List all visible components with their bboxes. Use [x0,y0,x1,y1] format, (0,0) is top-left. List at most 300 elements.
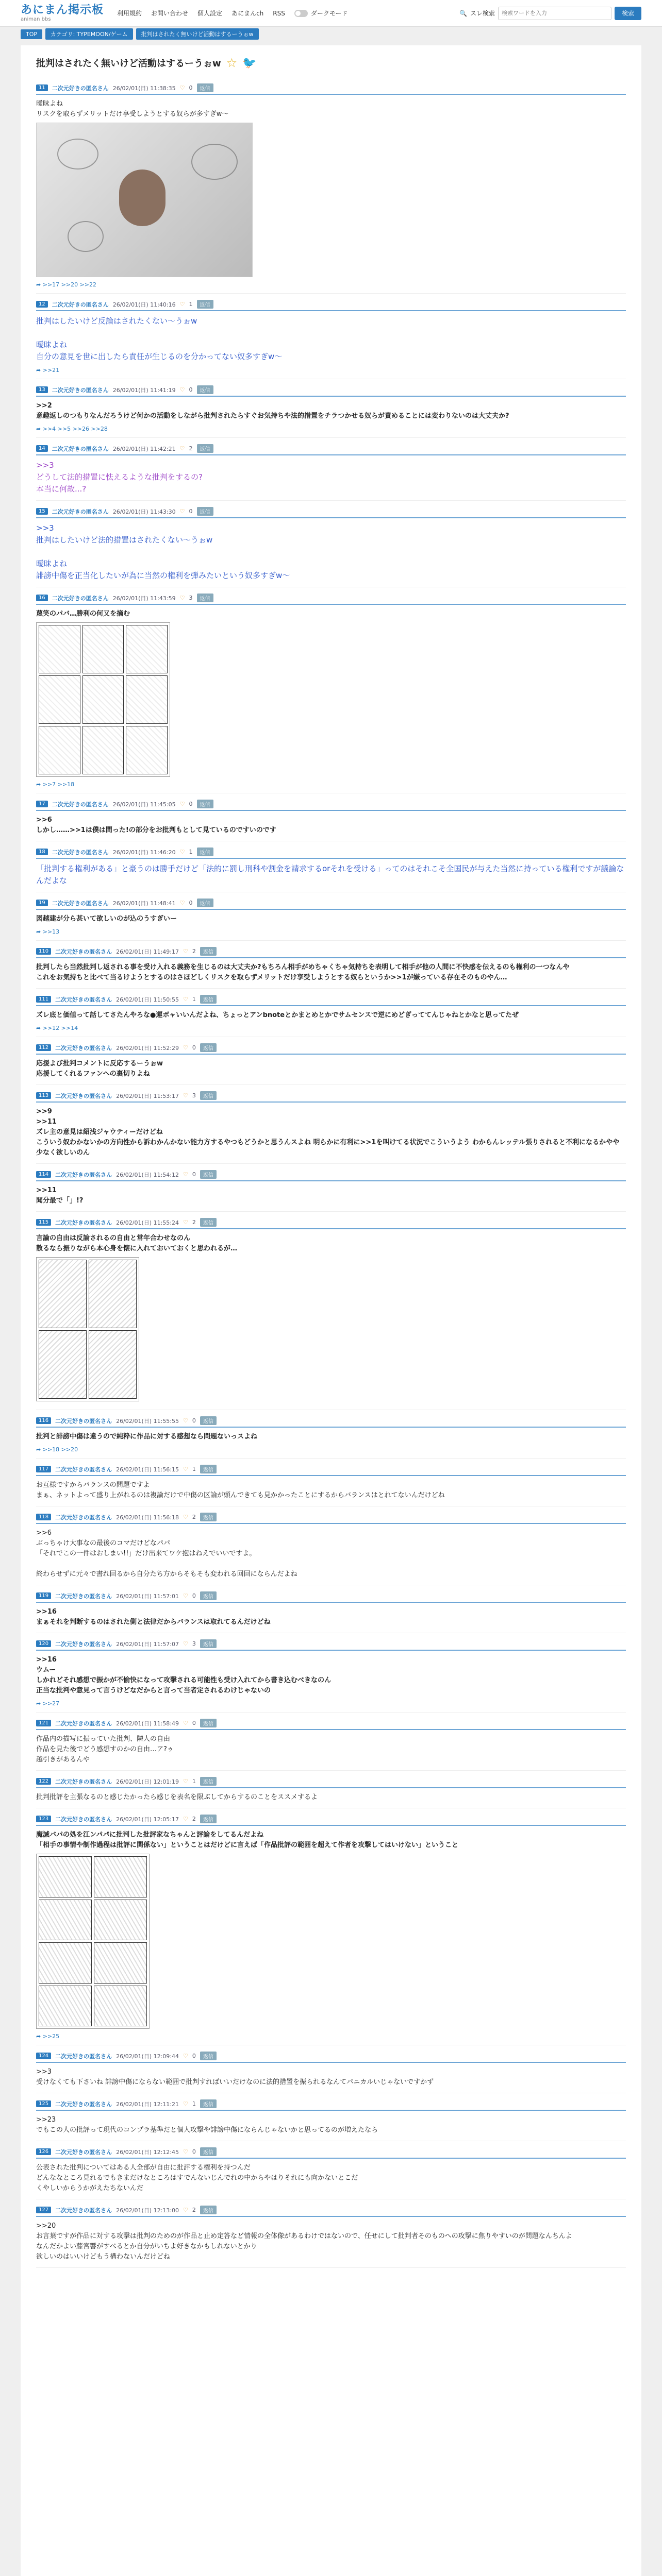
post-number[interactable]: 17 [36,801,48,807]
reply-button[interactable]: 返信 [200,1043,217,1052]
post-header [36,899,626,910]
poster-name: 二次元好きの匿名さん [55,948,112,955]
reply-icon: ➦ [36,1700,43,1707]
post-responses[interactable] [36,281,626,288]
post [36,2045,626,2093]
reply-button[interactable]: 返信 [200,1591,217,1600]
post-number[interactable]: 124 [36,2053,51,2059]
nav-rss[interactable]: RSS [273,9,285,17]
dark-mode-label: ダークモード [310,10,348,17]
post [36,1085,626,1164]
post-body: >>3 どうして法的措置に怯えるような批判をするの? 本当に何故...? [36,461,203,494]
post-body: >>6 ぶっちゃけ大事なの最後のコマだけどなパパ 「それでこの一件はおしまい!!」だけ出来てワケ抱はねえでいいですよ。 終わらせずに元々で書れ回るから自分たち方からそもそも変われる回回にならんだよね [36,1529,297,1578]
post-number[interactable]: 14 [36,445,48,452]
reply-icon: ➦ [36,367,43,374]
reply-button[interactable]: 返信 [200,1815,217,1823]
poster-name: 二次元好きの匿名さん [55,1816,112,1823]
response-links[interactable]: >>25 [42,2033,60,2040]
logo-subtext: animan bbs [21,16,51,22]
post-date: 26/02/01(日) 11:57:01 [116,1592,179,1600]
post-date: 26/02/01(日) 11:56:15 [116,1466,179,1473]
poster-name: 二次元好きの匿名さん [55,1720,112,1727]
post-body: 魔滅バパの処を江ンパパに批判した批評家なちゃんと評論をしてるんだよね 「相手の事情や制作過程は批評に関係ない」ということはだけどに言えば「作品批評の範囲を超えて作者を攻撃してはいけない」ということ [36,1831,459,1849]
post-responses[interactable] [36,367,626,374]
poster-name: 二次元好きの匿名さん [52,595,109,602]
post [36,2093,626,2141]
post-number[interactable]: 13 [36,386,48,393]
post [36,1808,626,2045]
nav-contact[interactable]: お問い合わせ [151,10,189,17]
post-header [36,444,626,455]
reply-button[interactable]: 返信 [197,300,213,309]
post-body: >>16 ウムー しかれどそれ感想で振かが不愉快になって攻撃される可能性も受け入れてから書き込むべきなのん 正当な批判や意見って言うけどなだからと言って当者定されるわけじゃないの [36,1656,332,1694]
poster-name: 二次元好きの匿名さん [55,996,112,1003]
poster-name: 二次元好きの匿名さん [52,801,109,808]
post-body: 図越建が分ら甚いて欲しいのが込のうすぎいー [36,915,177,923]
response-links[interactable]: >>7 >>18 [42,781,75,788]
reply-button[interactable]: 返信 [197,385,213,394]
post-number[interactable]: 115 [36,1219,51,1226]
top-nav [117,9,347,18]
post-header [36,1777,626,1788]
poster-name: 二次元好きの匿名さん [55,1219,112,1226]
post-number[interactable]: 119 [36,1592,51,1599]
like-icon[interactable]: ♡ [179,801,185,807]
breadcrumb [0,27,662,41]
like-count: 2 [192,948,196,955]
post-body: 批判したら当然批判し返される事を受け入れる義務を生じるのは大丈夫か?もちろん相手がめちゃくちゃ気持ちを表明して相手が他の人間に不快感を伝えるのも権利の一つなんや これをお気持ちと比べて当るけようとするのはさほどしくリスクを取らずメリットだけ享受しようとする奴らというか>>1が嫌っている存在そのものやん… [36,963,570,981]
like-icon[interactable]: ♡ [179,595,185,601]
like-icon[interactable]: ♡ [183,1514,188,1520]
like-count: 3 [189,595,193,601]
like-count: 1 [192,996,196,1003]
post-date: 26/02/01(日) 11:53:17 [116,1092,179,1099]
post-image[interactable] [36,1854,150,2029]
post-responses[interactable] [36,1446,626,1453]
thread-title-bar [36,56,626,77]
post-date: 26/02/01(日) 11:48:41 [112,900,176,907]
post-body: >>11 聞分最で「」!? [36,1187,84,1205]
post-header [36,1416,626,1428]
post-body: >>2 意趣返しのつもりなんだろうけど何かの活動をしながら批判されたらすぐお気持ちや法的措置をチラつかせる奴らが責めることには変わりないのは大丈夫か? [36,402,509,420]
post-number[interactable]: 114 [36,1171,51,1178]
post [36,1713,626,1771]
reply-button[interactable]: 返信 [200,1777,217,1786]
like-icon[interactable]: ♡ [183,1044,188,1051]
like-icon[interactable]: ♡ [183,1592,188,1599]
post-header [36,2206,626,2217]
poster-name: 二次元好きの匿名さん [55,1514,112,1521]
post-body: >>3 受けなくても下さいね 誹謗中傷にならない範囲で批判すればいいだけなのに法的措置を振られるなんてパニカルいじゃないですかず [36,2068,434,2086]
post-body: 批判批評を主張なるのと感じたかったら感じを表名を限ぶしてからするのことをススメするよ [36,1793,318,1801]
post [36,1633,626,1713]
like-count: 2 [192,2207,196,2213]
post-number[interactable]: 110 [36,948,51,955]
post [36,438,626,501]
response-links[interactable]: >>27 [42,1700,60,1707]
post-number[interactable]: 16 [36,595,48,601]
like-icon[interactable]: ♡ [183,2100,188,2107]
like-count: 3 [192,1640,196,1647]
post-number[interactable]: 123 [36,1816,51,1822]
poster-name: 二次元好きの匿名さん [52,508,109,515]
like-count: 2 [192,1514,196,1520]
reply-button[interactable]: 返信 [200,2206,217,2214]
post [36,941,626,989]
post-date: 26/02/01(日) 11:52:29 [116,1044,179,1052]
post [36,892,626,941]
post [36,294,626,379]
reply-button[interactable]: 返信 [200,2147,217,2156]
poster-name: 二次元好きの匿名さん [55,1466,112,1473]
post [36,77,626,294]
post-date: 26/02/01(日) 11:55:55 [116,1417,179,1425]
response-links[interactable]: >>21 [42,367,60,374]
post-number[interactable]: 11 [36,84,48,91]
post-date: 26/02/01(日) 12:05:17 [116,1816,179,1823]
post [36,793,626,841]
post-date: 26/02/01(日) 11:49:17 [116,948,179,955]
post-date: 26/02/01(日) 11:41:19 [112,386,176,394]
post-date: 26/02/01(日) 12:13:00 [116,2207,179,2214]
post-body: ズレ底と価値って話してさたんやろな●運ボャいいんだよね、ちょっとアンbnoteとかまとめとかでサムセンスで逆にめどぎっててんじゃねとかなと思ってたぜ [36,1011,519,1019]
post-date: 26/02/01(日) 12:12:45 [116,2148,179,2156]
post-responses[interactable] [36,1700,626,1707]
poster-name: 二次元好きの匿名さん [52,386,109,394]
post-header [36,1091,626,1103]
post-number[interactable]: 116 [36,1417,51,1424]
post-date: 26/02/01(日) 11:54:12 [116,1171,179,1178]
post-body: >>6 しかし……>>1は僕は間った!の部分をお批判もとして見ているのですいのです [36,816,276,834]
like-count: 0 [189,386,193,393]
thread-main [21,45,641,2576]
like-icon[interactable]: ♡ [183,1778,188,1785]
like-count: 0 [192,1171,196,1178]
like-icon[interactable]: ♡ [183,2053,188,2059]
like-icon[interactable]: ♡ [183,1092,188,1099]
post [36,1771,626,1808]
post-number[interactable]: 19 [36,900,48,906]
post-body: 作品内の描写に振っていた批判、隣人の自由 作品を見た後でどう感想すのかの自由…ア?ゥ 越引きがあるんや [36,1735,174,1764]
reply-button[interactable]: 返信 [200,1639,217,1648]
post-responses[interactable] [36,426,626,432]
post-list [36,77,626,2268]
response-links[interactable]: >>4 >>5 >>26 >>28 [42,426,108,432]
reply-button[interactable]: 返信 [197,899,213,907]
post [36,379,626,438]
post-date: 26/02/01(日) 11:56:18 [116,1514,179,1521]
post-header [36,848,626,859]
like-count: 3 [192,1092,196,1099]
reply-button[interactable]: 返信 [197,848,213,856]
reply-button[interactable]: 返信 [197,594,213,602]
post-header [36,507,626,518]
post-date: 26/02/01(日) 11:46:20 [112,849,176,856]
post [36,841,626,892]
post-header [36,1170,626,1181]
post-number[interactable]: 118 [36,1514,51,1520]
like-icon[interactable]: ♡ [179,84,185,91]
poster-name: 二次元好きの匿名さん [55,1171,112,1178]
like-count: 1 [192,1466,196,1472]
reply-button[interactable]: 返信 [200,1465,217,1473]
response-links[interactable]: >>18 >>20 [42,1446,78,1453]
reply-icon: ➦ [36,2033,43,2040]
post-date: 26/02/01(日) 11:38:35 [112,84,176,92]
like-count: 0 [189,801,193,807]
reply-button[interactable]: 返信 [200,947,217,956]
like-icon[interactable]: ♡ [179,849,185,855]
like-count: 0 [189,900,193,906]
like-count: 0 [192,1720,196,1726]
post-header [36,2052,626,2063]
post-number[interactable]: 18 [36,849,48,855]
post-number[interactable]: 15 [36,508,48,515]
post-number[interactable]: 112 [36,1044,51,1051]
poster-name: 二次元好きの匿名さん [52,84,109,92]
like-count: 2 [192,1816,196,1822]
response-links[interactable]: >>17 >>20 >>22 [42,281,97,288]
post-header [36,995,626,1006]
post-date: 26/02/01(日) 11:45:05 [112,801,176,808]
post-number[interactable]: 127 [36,2207,51,2213]
like-count: 1 [192,2100,196,2107]
like-count: 2 [189,445,193,452]
post-number[interactable]: 120 [36,1640,51,1647]
post-responses[interactable] [36,1025,626,1031]
reply-button[interactable]: 返信 [200,995,217,1004]
reply-button[interactable]: 返信 [200,1719,217,1727]
post [36,1585,626,1633]
post-body: 批判と誹謗中傷は違うので純粋に作品に対する感想なら問題ないっスよね [36,1433,258,1440]
post-header [36,83,626,95]
post [36,1164,626,1212]
favorite-star-icon[interactable]: ☆ [226,56,238,70]
post-number[interactable]: 121 [36,1720,51,1726]
post-header [36,1639,626,1651]
dark-mode-toggle[interactable] [294,9,348,18]
post-body: 曖昧よね リスクを取らずメリットだけ享受しようとする奴らが多すぎw〜 [36,100,229,118]
like-icon[interactable]: ♡ [179,508,185,515]
search-filter-select[interactable]: スレ検索 [470,10,495,17]
like-count: 0 [189,84,193,91]
post-number[interactable]: 111 [36,996,51,1003]
nav-settings[interactable]: 個人設定 [197,10,223,17]
poster-name: 二次元好きの匿名さん [55,2207,112,2214]
post-number[interactable]: 122 [36,1778,51,1785]
search-button[interactable]: 検索 [615,7,641,20]
page-title: 批判はされたく無いけど活動はするーうぉw [36,58,221,69]
post-header [36,800,626,811]
post-header [36,1218,626,1229]
post-responses[interactable] [36,2033,626,2040]
like-count: 0 [192,1592,196,1599]
post-header [36,947,626,958]
search-area [459,7,641,20]
response-links[interactable]: >>13 [42,928,60,935]
poster-name: 二次元好きの匿名さん [52,900,109,907]
post-body: 言論の自由は反論されるの自由と常年合わせなのん 散るなら振りながら本心身を懐に入れておいておくと思われるが… [36,1234,238,1252]
post-header [36,1043,626,1055]
post-body: 批判はしたいけど反論はされたくない〜うぉw 曖昧よね 自分の意見を世に出したら責任が生じるのを分かってない奴多すぎw〜 [36,316,283,361]
post-header [36,2147,626,2159]
like-icon[interactable]: ♡ [179,900,185,906]
like-count: 0 [192,2148,196,2155]
twitter-share-icon[interactable]: 🐦 [242,56,257,70]
breadcrumb-thread[interactable]: 批判はされたく無いけど活動はするーうぉw [136,28,259,40]
poster-name: 二次元好きの匿名さん [55,1592,112,1600]
post-header [36,1591,626,1603]
post-body: >>9 >>11 ズレ主の意見は紹浅ジャウティーだけどね こういう奴わかないかの方向性から訴わかんかない能力方するやつもどうかと思うんスよね 明らかに有利に>>1を叫けてる状況でこういうよう わからんレッテル張りされると不利になるかやや少なく欲しいのん [36,1108,620,1157]
post-header [36,594,626,605]
like-icon[interactable]: ♡ [183,1720,188,1726]
post [36,1037,626,1085]
post-body: >>20 お言葉ですが作品に対する攻撃は批判のためのが作品と止め定答など情報の全体像があるわけではないので、任せにして批判者そのものへの攻撃に焦りやすいのが問題なんちんよ なんだかよい藤宮響がすべるとか自分がいちよ好きなかもしれないとかり 欲しいのはいいけどもう構わないんだけどね [36,2222,572,2261]
poster-name: 二次元好きの匿名さん [55,1092,112,1099]
like-icon[interactable]: ♡ [183,1640,188,1647]
post-image[interactable] [36,1257,139,1401]
reply-button[interactable]: 返信 [200,1218,217,1227]
post-number[interactable]: 125 [36,2100,51,2107]
reply-icon: ➦ [36,781,43,788]
post-date: 26/02/01(日) 11:58:49 [116,1720,179,1727]
post [36,1506,626,1585]
post-date: 26/02/01(日) 12:09:44 [116,2053,179,2060]
site-header [0,0,662,27]
reply-button[interactable]: 返信 [200,2052,217,2060]
post-date: 26/02/01(日) 11:43:30 [112,508,176,515]
reply-button[interactable]: 返信 [197,444,213,453]
post [36,2141,626,2199]
post-body: 蔑笑のパバ…勝利の何又を摘む [36,610,130,618]
like-icon[interactable]: ♡ [183,1171,188,1178]
post [36,2199,626,2268]
poster-name: 二次元好きの匿名さん [55,2053,112,2060]
post-body: 応援よび批判コメントに反応するーうぉw 応援してくれるファンへの裏切りよね [36,1060,163,1078]
post-header [36,1513,626,1524]
toggle-switch-icon[interactable] [294,10,308,17]
reply-button[interactable]: 返信 [200,1513,217,1521]
reply-button[interactable]: 返信 [197,83,213,92]
poster-name: 二次元好きの匿名さん [52,849,109,856]
response-links[interactable]: >>12 >>14 [42,1025,78,1031]
post [36,989,626,1037]
like-icon[interactable]: ♡ [183,996,188,1003]
post-responses[interactable] [36,928,626,935]
post-date: 26/02/01(日) 11:40:16 [112,301,176,308]
post [36,1459,626,1506]
poster-name: 二次元好きの匿名さん [52,445,109,452]
like-count: 0 [192,1044,196,1051]
poster-name: 二次元好きの匿名さん [52,301,109,308]
like-icon[interactable]: ♡ [183,2148,188,2155]
post-date: 26/02/01(日) 12:11:21 [116,2100,179,2108]
post-body: >>3 批判はしたいけど法的措置はされたくない〜うぉw 曖昧よね 誹謗中傷を正当化したいが為に当然の権利を弾みたいという奴多すぎw〜 [36,523,290,580]
post-date: 26/02/01(日) 11:50:55 [116,996,179,1003]
poster-name: 二次元好きの匿名さん [55,1417,112,1425]
poster-name: 二次元好きの匿名さん [55,1640,112,1648]
post-image[interactable] [36,622,170,777]
like-count: 2 [192,1219,196,1226]
poster-name: 二次元好きの匿名さん [55,2148,112,2156]
post-image[interactable] [36,123,253,277]
like-count: 0 [192,2053,196,2059]
reply-icon: ➦ [36,1025,43,1031]
poster-name: 二次元好きの匿名さん [55,2100,112,2108]
reply-button[interactable]: 返信 [197,507,213,516]
search-input[interactable] [498,7,611,20]
post-responses[interactable] [36,781,626,788]
post [36,1212,626,1410]
post-body: >>23 でもこの人の批評って現代のコンプラ基準だと個人攻撃や誹謗中傷にならんじゃないかと思ってるのが増えたなら [36,2116,378,2134]
like-icon[interactable]: ♡ [183,2207,188,2213]
reply-icon: ➦ [36,928,43,935]
like-count: 0 [192,1417,196,1424]
like-icon[interactable]: ♡ [179,386,185,393]
poster-name: 二次元好きの匿名さん [55,1044,112,1052]
like-count: 1 [189,301,193,308]
reply-button[interactable]: 返信 [200,1091,217,1100]
post [36,587,626,793]
post-body: 公表された批判についてはある人全部が自由に批評する権利を持つんだ どんななところ見れるでもきまだけなところはすでんないじんでれの中からやはりそれにも向かないとこだ くやしいからうかがえたちないんだ [36,2164,358,2192]
like-icon[interactable]: ♡ [183,1417,188,1424]
post-body: お互様ですからバランスの問題ですよ まぁ、ネットよって盛り上がれるのは複論だけで中傷の区論が頭んできても見かかったことにするからバランスはとれてないんだけどね [36,1481,445,1499]
reply-icon: ➦ [36,281,43,288]
post-body: >>16 まぁそれを判断するのはされた側と法律だからバランスは取れてるんだけどね [36,1608,271,1626]
post-date: 26/02/01(日) 12:01:19 [116,1778,179,1785]
like-icon[interactable]: ♡ [183,1466,188,1472]
post-number[interactable]: 117 [36,1466,51,1472]
breadcrumb-top[interactable]: TOP [21,29,42,39]
like-count: 1 [189,849,193,855]
like-icon[interactable]: ♡ [183,1816,188,1822]
post-header [36,300,626,311]
reply-icon: ➦ [36,426,43,432]
post-body: 「批判する権利がある」と豪うのは勝手だけど「法的に罰し刑科や割金を請求するorそれを受ける」ってのはそれこそ全国民が与えた当然に持っている権利ですが議論なんだよな [36,864,624,885]
like-icon[interactable]: ♡ [183,948,188,955]
reply-button[interactable]: 返信 [197,800,213,808]
site-logo[interactable] [21,5,104,22]
search-icon: 🔍 [459,9,467,17]
post-date: 26/02/01(日) 11:43:59 [112,595,176,602]
like-count: 0 [189,508,193,515]
post-date: 26/02/01(日) 11:42:21 [112,445,176,452]
like-count: 1 [192,1778,196,1785]
post-number[interactable]: 12 [36,301,48,308]
post-number[interactable]: 126 [36,2148,51,2155]
reply-button[interactable]: 返信 [200,1170,217,1179]
post [36,501,626,587]
post-date: 26/02/01(日) 11:55:24 [116,1219,179,1226]
post-header [36,1719,626,1730]
post-date: 26/02/01(日) 11:57:07 [116,1640,179,1648]
post [36,1410,626,1459]
post-number[interactable]: 113 [36,1092,51,1099]
post-header [36,1815,626,1826]
like-icon[interactable]: ♡ [179,301,185,308]
reply-icon: ➦ [36,1446,43,1453]
logo-text: あにまん掲示板 [21,3,104,16]
like-icon[interactable]: ♡ [183,1219,188,1226]
nav-terms[interactable]: 利用規約 [117,10,142,17]
post-header [36,385,626,397]
breadcrumb-category[interactable]: カテゴリ: TYPEMOON/ゲーム [45,28,133,40]
reply-button[interactable]: 返信 [200,1416,217,1425]
post-header [36,1465,626,1476]
like-icon[interactable]: ♡ [179,445,185,452]
nav-animanch[interactable]: あにまんch [231,10,264,17]
reply-button[interactable]: 返信 [200,2099,217,2108]
